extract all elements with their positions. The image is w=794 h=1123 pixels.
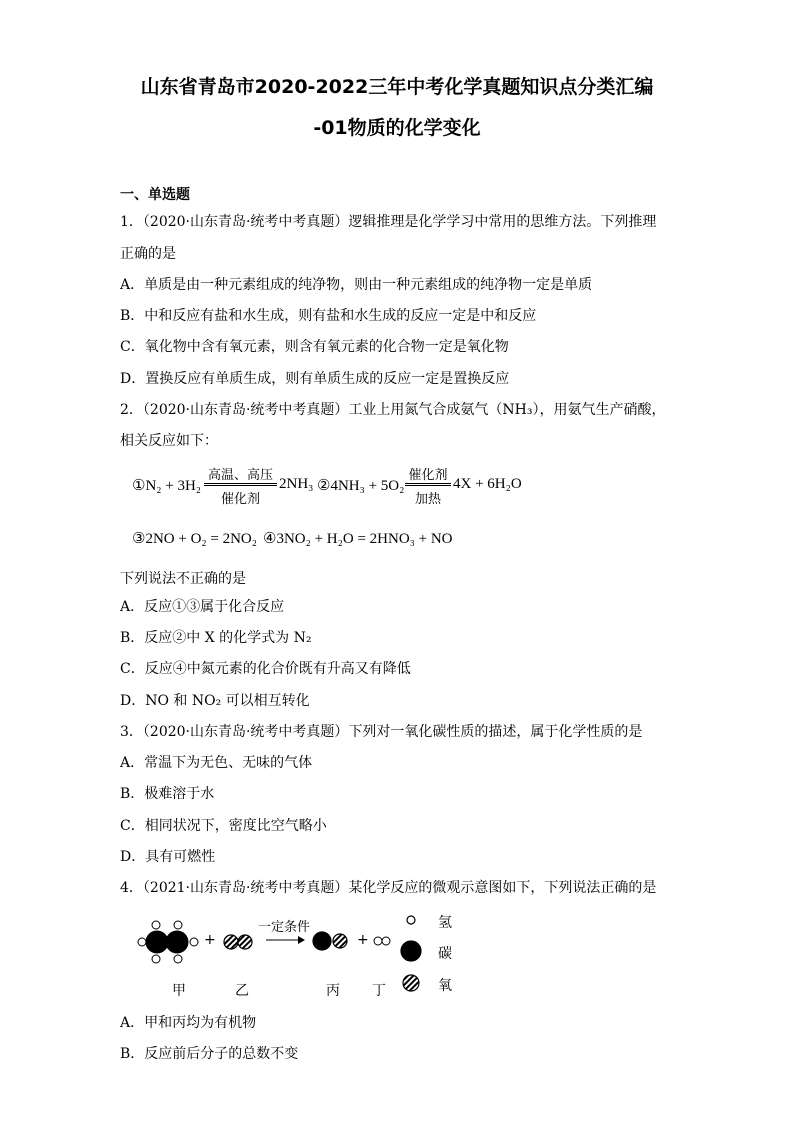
q1-stem: 1．（2020·山东青岛·统考中考真题）逻辑推理是化学学习中常用的思维方法。下列推理 (120, 214, 657, 230)
label-bing: 丙 (326, 983, 340, 999)
q2-stem: 2．（2020·山东青岛·统考中考真题）工业上用氮气合成氨气（NH₃），用氨气生产硝酸， (120, 402, 666, 418)
document-title-line1: 山东省青岛市2020-2022三年中考化学真题知识点分类汇编 (140, 76, 654, 98)
q1-stem-cont: 正确的是 (120, 246, 176, 262)
eq1-products: 2NH₃ (279, 476, 314, 492)
eq2-double-bar (405, 483, 451, 486)
legend-symbols (401, 916, 421, 991)
plus-sign-2: + (357, 932, 369, 948)
q4-option-b: B．反应前后分子的总数不变 (120, 1046, 299, 1062)
equation-3: ③2NO + O₂ = 2NO₂ (132, 531, 257, 547)
molecule-bing (313, 932, 347, 950)
eq2-condition-top: 催化剂 (408, 468, 448, 483)
plus-sign-1: + (204, 932, 216, 948)
molecule-ding (374, 937, 390, 945)
q2-option-c: C．反应④中氮元素的化合价既有升高又有降低 (120, 661, 411, 677)
equation-4: ④3NO₂ + H₂O = 2HNO₃ + NO (263, 531, 453, 547)
q1-option-d: D．置换反应有单质生成，则有单质生成的反应一定是置换反应 (120, 371, 510, 387)
molecule-jia (138, 921, 198, 963)
molecule-yi (224, 935, 252, 949)
eq1-reactants: ①N₂ + 3H₂ (132, 478, 202, 494)
eq2-reactants: ②4NH₃ + 5O₂ (317, 478, 405, 494)
q3-option-b: B．极难溶于水 (120, 786, 215, 802)
label-jia: 甲 (172, 983, 186, 999)
reaction-diagram (120, 900, 480, 1000)
q1-option-a: A．单质是由一种元素组成的纯净物，则由一种元素组成的纯净物一定是单质 (120, 277, 593, 293)
q4-option-a: A．甲和丙均为有机物 (120, 1015, 257, 1031)
legend-oxygen: 氧 (438, 978, 452, 994)
eq1-double-bar (204, 483, 277, 486)
eq1-condition-top: 高温、高压 (207, 468, 273, 483)
eq1-condition-bottom: 催化剂 (220, 492, 260, 507)
q3-option-c: C．相同状况下，密度比空气略小 (120, 818, 327, 834)
q4-stem: 4．（2021·山东青岛·统考中考真题）某化学反应的微观示意图如下，下列说法正确的是 (120, 880, 657, 896)
reaction-arrow (266, 936, 305, 944)
legend-hydrogen: 氢 (438, 915, 452, 931)
q1-option-c: C．氧化物中含有氧元素，则含有氧元素的化合物一定是氧化物 (120, 339, 509, 355)
q1-option-b: B．中和反应有盐和水生成，则有盐和水生成的反应一定是中和反应 (120, 308, 537, 324)
q2-option-b: B．反应②中 X 的化学式为 N₂ (120, 630, 312, 646)
label-ding: 丁 (372, 983, 386, 999)
q2-option-d: D．NO 和 NO₂ 可以相互转化 (120, 693, 310, 709)
q3-stem: 3．（2020·山东青岛·统考中考真题）下列对一氧化碳性质的描述，属于化学性质的是 (120, 724, 643, 740)
eq2-products: 4X + 6H₂O (453, 476, 522, 492)
legend-carbon: 碳 (438, 946, 452, 962)
label-yi: 乙 (235, 983, 249, 999)
reaction-condition: 一定条件 (258, 920, 311, 935)
q3-option-d: D．具有可燃性 (120, 849, 216, 865)
q2-stem-cont: 相关反应如下： (120, 433, 218, 449)
eq2-condition-bottom: 加热 (414, 492, 441, 507)
q2-question: 下列说法不正确的是 (120, 571, 246, 587)
q3-option-a: A．常温下为无色、无味的气体 (120, 755, 313, 771)
section-heading: 一、单选题 (120, 187, 190, 203)
document-title-line2: -01物质的化学变化 (313, 117, 481, 139)
q2-option-a: A．反应①③属于化合反应 (120, 599, 285, 615)
